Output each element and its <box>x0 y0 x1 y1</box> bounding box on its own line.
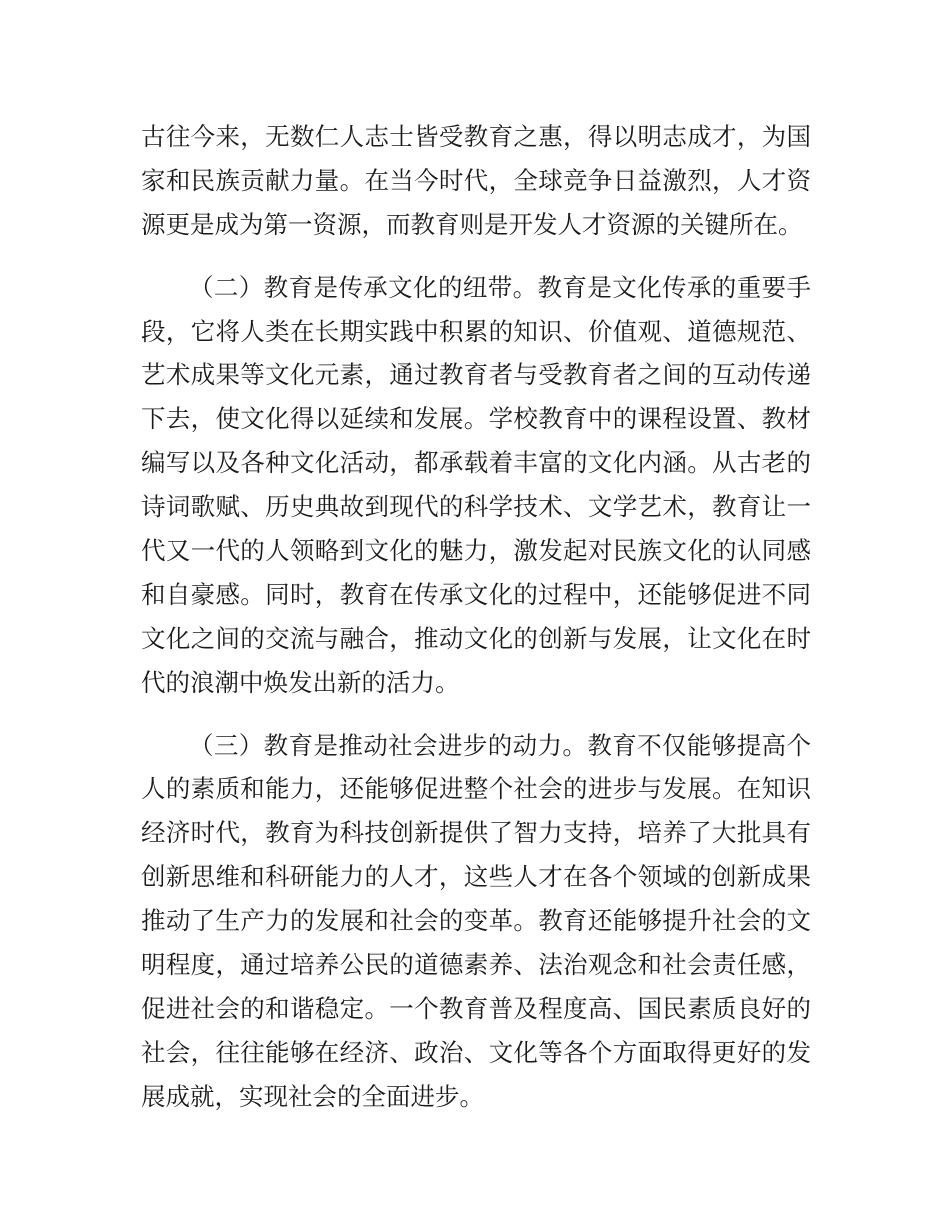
paragraph-1 <box>141 115 811 247</box>
paragraph-3 <box>141 724 811 1119</box>
paragraph-line: 家和民族贡献力量。在当今时代，全球竞争日益激烈，人才资 <box>141 165 811 195</box>
paragraph-line: 经济时代，教育为科技创新提供了智力支持，培养了大批具有 <box>141 818 811 848</box>
paragraph-line: 源更是成为第一资源，而教育则是开发人才资源的关键所在。 <box>141 209 803 239</box>
paragraph-line: 明程度，通过培养公民的道德素养、法治观念和社会责任感， <box>141 950 811 980</box>
paragraph-line: 人的素质和能力，还能够促进整个社会的进步与发展。在知识 <box>141 774 811 804</box>
paragraph-line: 展成就，实现社会的全面进步。 <box>141 1081 484 1111</box>
paragraph-line: 诗词歌赋、历史典故到现代的科学技术、文学艺术，教育让一 <box>141 492 811 522</box>
paragraph-spacer <box>141 247 811 266</box>
paragraph-line: 促进社会的和谐稳定。一个教育普及程度高、国民素质良好的 <box>141 993 811 1023</box>
paragraph-line: 古往今来，无数仁人志士皆受教育之惠，得以明志成才，为国 <box>141 122 811 151</box>
paragraph-line: 段，它将人类在长期实践中积累的知识、价值观、道德规范、 <box>141 316 811 346</box>
paragraph-line: 编写以及各种文化活动，都承载着丰富的文化内涵。从古老的 <box>141 448 811 478</box>
paragraph-line: 代又一代的人领略到文化的魅力，激发起对民族文化的认同感 <box>141 536 811 566</box>
paragraph-line: 艺术成果等文化元素，通过教育者与受教育者之间的互动传递 <box>141 360 811 390</box>
paragraph-line: 和自豪感。同时，教育在传承文化的过程中，还能够促进不同 <box>141 579 811 609</box>
paragraph-line: 创新思维和科研能力的人才，这些人才在各个领域的创新成果 <box>141 862 811 892</box>
paragraph-2 <box>141 266 811 705</box>
paragraph-line: 社会，往往能够在经济、政治、文化等各个方面取得更好的发 <box>141 1037 811 1067</box>
document-page <box>141 115 811 1119</box>
paragraph-line: 下去，使文化得以延续和发展。学校教育中的课程设置、教材 <box>141 404 811 434</box>
paragraph-line: 代的浪潮中焕发出新的活力。 <box>141 667 460 697</box>
paragraph-spacer <box>141 705 811 724</box>
paragraph-line: （二）教育是传承文化的纽带。教育是文化传承的重要手 <box>189 272 811 302</box>
paragraph-line: 推动了生产力的发展和社会的变革。教育还能够提升社会的文 <box>141 906 811 936</box>
paragraph-line: 文化之间的交流与融合，推动文化的创新与发展，让文化在时 <box>141 623 811 653</box>
paragraph-line: （三）教育是推动社会进步的动力。教育不仅能够提高个 <box>189 730 811 760</box>
